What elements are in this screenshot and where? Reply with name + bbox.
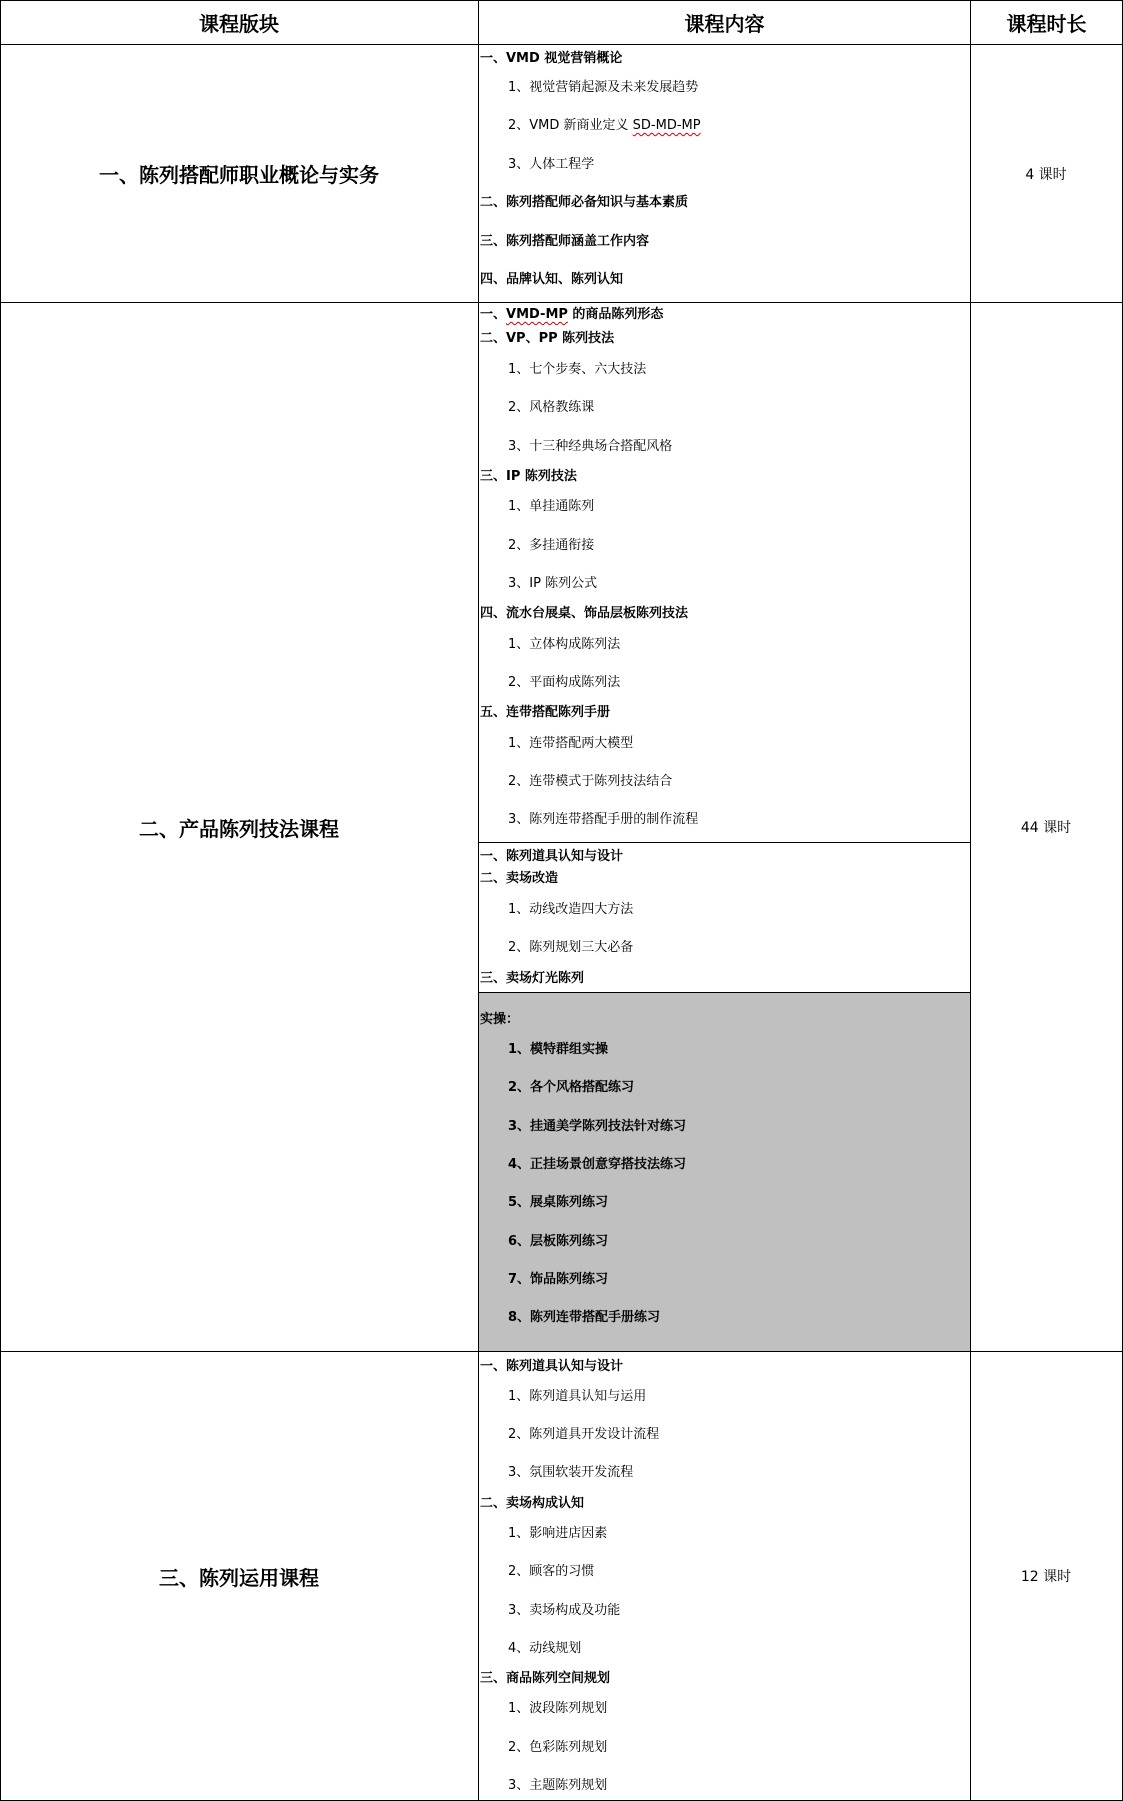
content-heading: 三、商品陈列空间规划 [480,1671,611,1686]
content-item: 3、卖场构成及功能 [508,1603,621,1618]
content-item: 4、动线规划 [508,1641,582,1656]
practice-item: 8、陈列连带搭配手册练习 [508,1310,661,1325]
spellcheck-underlined-text: SD-MD-MP [632,118,701,133]
content-item: 1、视觉营销起源及未来发展趋势 [508,80,699,95]
practice-item: 7、饰品陈列练习 [508,1272,609,1287]
content-item: 1、七个步奏、六大技法 [508,362,647,377]
header-duration: 课程时长 [1006,11,1087,36]
content-heading: 三、IP 陈列技法 [480,469,577,484]
content-item: 3、陈列连带搭配手册的制作流程 [508,812,699,827]
practice-item: 4、正挂场景创意穿搭技法练习 [508,1157,687,1172]
content-item: 1、连带搭配两大模型 [508,736,634,751]
content-heading: 二、陈列搭配师必备知识与基本素质 [480,195,689,210]
content-heading: 四、品牌认知、陈列认知 [480,272,624,287]
content-heading: 三、陈列搭配师涵盖工作内容 [480,234,650,249]
content-item: 2、顾客的习惯 [508,1564,595,1579]
practice-item: 2、各个风格搭配练习 [508,1080,635,1095]
content-heading: 五、连带搭配陈列手册 [480,705,611,720]
content-item: 1、立体构成陈列法 [508,637,621,652]
module-title: 三、陈列运用课程 [159,1565,319,1590]
content-item: 1、动线改造四大方法 [508,902,634,917]
content-item: 2、连带模式于陈列技法结合 [508,774,673,789]
content-heading: 二、VP、PP 陈列技法 [480,331,615,346]
practice-top-divider [479,992,970,993]
practice-item: 1、模特群组实操 [508,1042,609,1057]
header-content: 课程内容 [684,11,765,36]
content-item: 2、多挂通衔接 [508,538,595,553]
content-item: 1、单挂通陈列 [508,499,595,514]
content-item: 3、十三种经典场合搭配风格 [508,439,673,454]
module-title: 二、产品陈列技法课程 [139,816,339,841]
practice-item: 5、展桌陈列练习 [508,1195,609,1210]
content-heading: 二、卖场构成认知 [480,1496,585,1511]
practice-item: 3、挂通美学陈列技法针对练习 [508,1119,687,1134]
content-heading [480,307,663,323]
content-sub-divider [479,842,970,843]
content-heading: 三、卖场灯光陈列 [480,971,585,986]
content-item: 3、氛围软装开发流程 [508,1465,634,1480]
content-item: 3、主题陈列规划 [508,1778,608,1793]
content-heading: 一、陈列道具认知与设计 [480,849,624,864]
content-heading: 四、流水台展桌、饰品层板陈列技法 [480,606,689,621]
module-title: 一、陈列搭配师职业概论与实务 [99,163,379,187]
content-heading-text: 一、 [480,307,507,322]
content-item: 2、风格教练课 [508,400,595,415]
module-hours: 12 课时 [1020,1569,1072,1585]
content-item: 2、平面构成陈列法 [508,675,621,690]
content-item: 1、影响进店因素 [508,1526,608,1541]
column-divider-1 [478,0,479,1801]
content-item: 3、人体工程学 [508,157,595,172]
module-hours: 4 课时 [1025,166,1067,183]
content-item: 3、IP 陈列公式 [508,576,598,591]
content-item: 1、波段陈列规划 [508,1701,608,1716]
content-item: 1、陈列道具认知与运用 [508,1389,647,1404]
spellcheck-underlined-text: VMD-MP [506,307,568,322]
content-item-text: 2、VMD 新商业定义 [508,118,629,133]
header-module: 课程版块 [199,11,279,36]
content-item: 2、色彩陈列规划 [508,1740,608,1755]
content-heading: 二、卖场改造 [480,871,559,886]
content-heading: 一、陈列道具认知与设计 [480,1359,624,1374]
content-heading-text: 的商品陈列形态 [567,307,664,322]
content-item [508,118,701,134]
module-hours: 44 课时 [1020,820,1072,836]
content-item: 2、陈列规划三大必备 [508,940,634,955]
practice-title: 实操： [480,1012,520,1027]
content-heading: 一、VMD 视觉营销概论 [480,51,623,66]
practice-item: 6、层板陈列练习 [508,1234,609,1249]
content-item: 2、陈列道具开发设计流程 [508,1427,660,1442]
